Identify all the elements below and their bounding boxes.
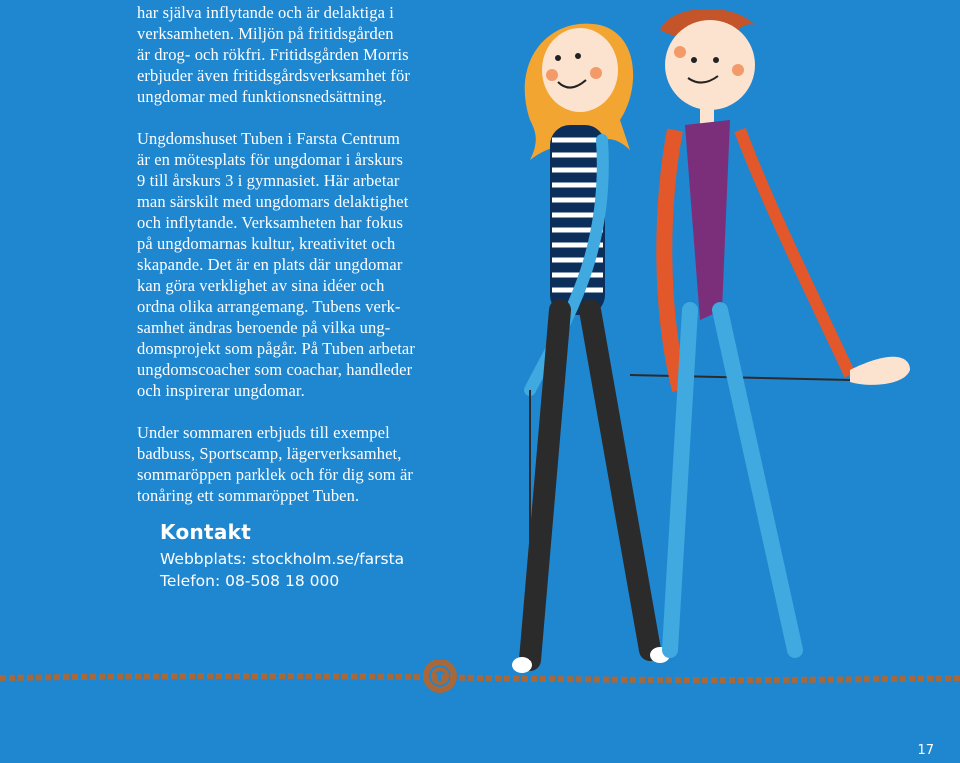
contact-block [160,520,404,592]
paragraph-sommar: Under sommaren erbjuds till exempel badbuss, Sportscamp, lägerverksamhet, sommaröppen parklek och för dig som är tonåring ett sommaröppet Tuben. [137,423,413,505]
teenagers-illustration [490,10,960,700]
body-text-column [137,2,467,527]
contact-phone: Telefon: 08-508 18 000 [160,572,340,590]
contact-website: Webbplats: stockholm.se/farsta [160,550,405,568]
boy-figure [660,10,910,650]
paragraph-tuben: Ungdomshuset Tuben i Farsta Centrum är en mötesplats för ungdomar i årskurs 9 till årskurs 3 i gymnasiet. Här arbetar man särskilt med ungdomars delaktighet och inflytande. Verksamheten har fokus på ungdomarnas kultur, kreativitet och skapande. Det är en plats där ungdomar kan göra verklighet av sina idéer och ordna olika arrangemang. Tubens verk- samhet ändras beroende på vilka ung- domsprojekt som pågår. På Tuben arbetar ungdomscoacher som coachar, handleder och inspirerar ungdomar. [137,129,415,400]
page-number: 17 [917,743,934,758]
paragraph-fritidsgarden: har själva inflytande och är delaktiga i verksamheten. Miljön på fritidsgården är drog- och rökfri. Fritidsgården Morris erbjuder även fritidsgårdsverksamhet för ungdomar med funktionsnedsättning. [137,3,410,106]
contact-heading: Kontakt [160,520,252,544]
rope-decoration [0,660,960,700]
